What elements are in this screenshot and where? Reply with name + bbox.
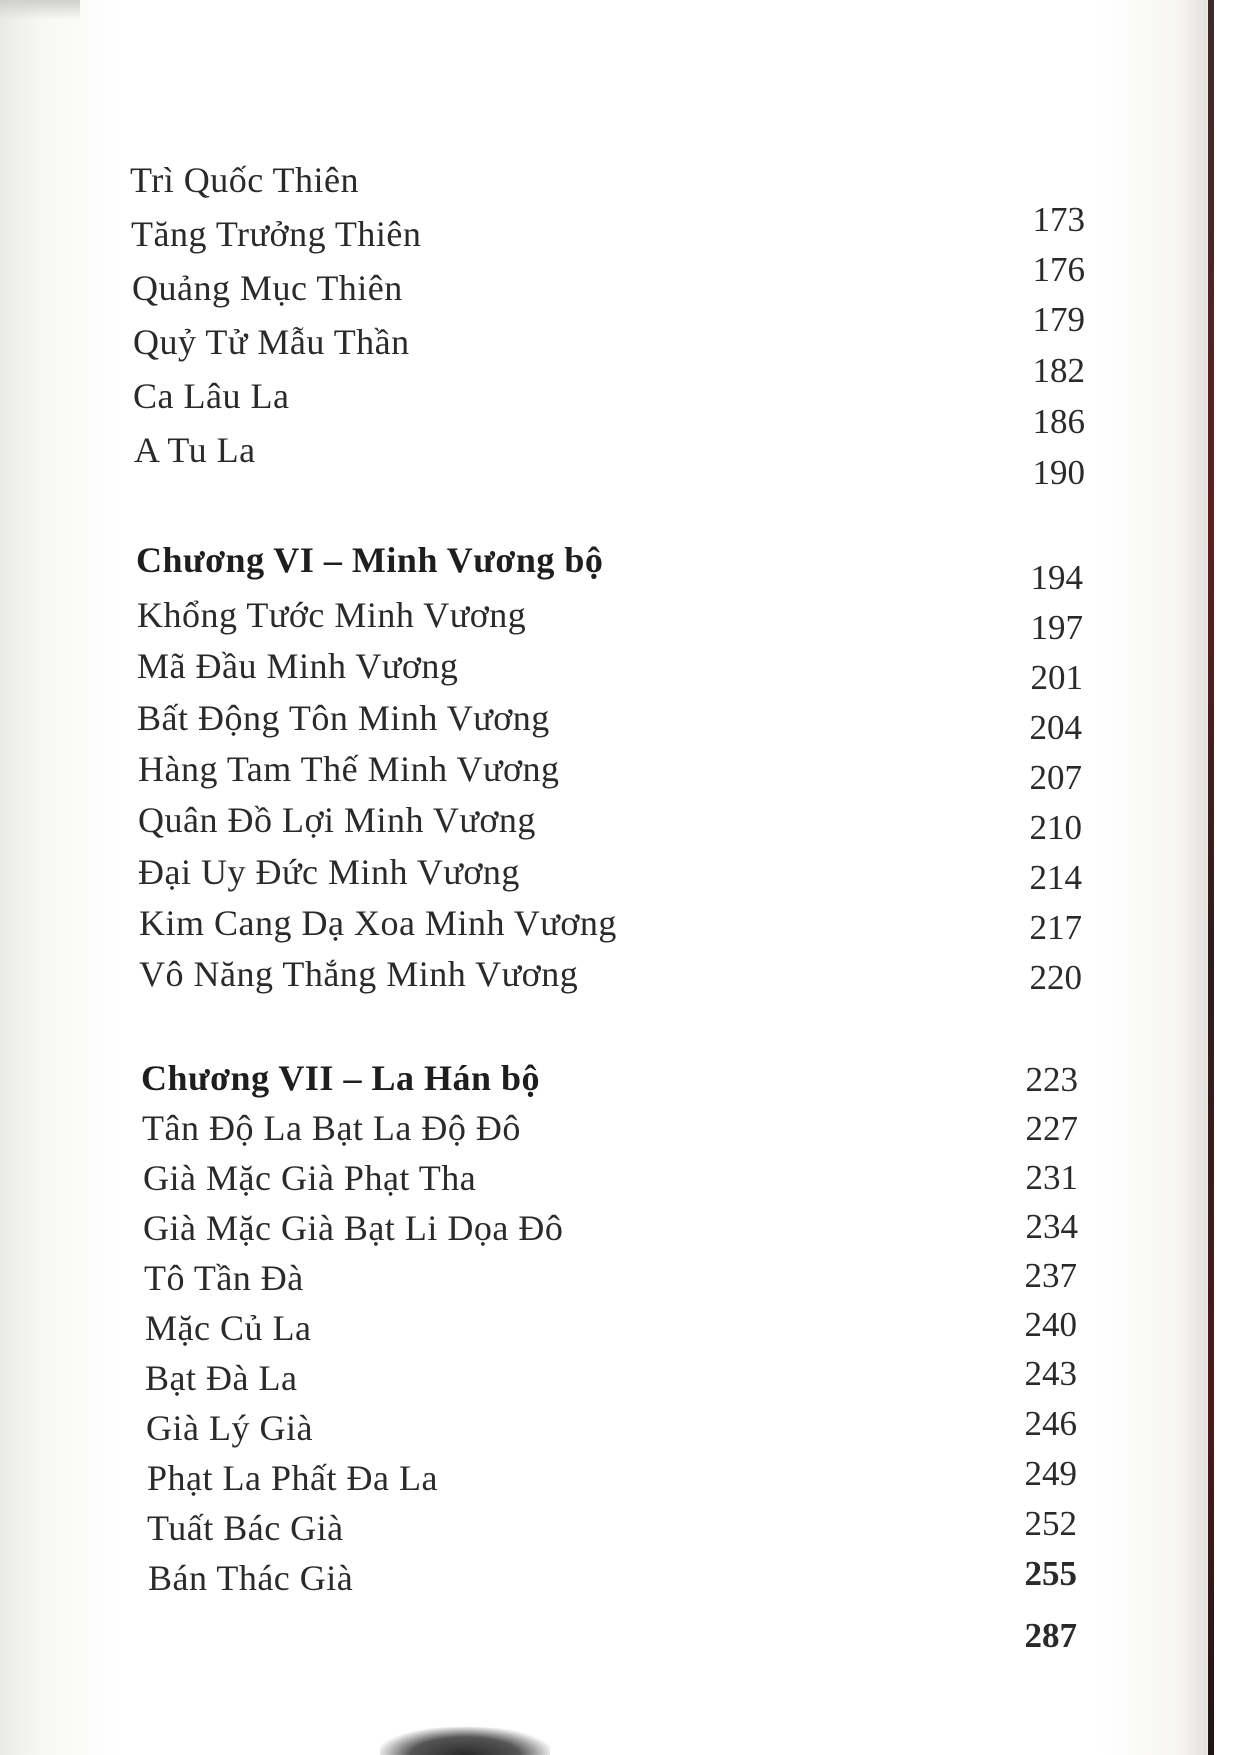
page-corner-shadow [0, 0, 80, 20]
toc-entry: Trì Quốc Thiên [130, 160, 360, 200]
page-number: 217 [1029, 908, 1082, 947]
book-spine-edge [1208, 0, 1214, 1755]
page-number: 207 [1029, 758, 1082, 797]
toc-entry: Bán Thác Già [148, 1558, 354, 1598]
bottom-finger-shadow [380, 1727, 550, 1755]
page-number: 243 [1024, 1354, 1077, 1393]
toc-entry: Kim Cang Dạ Xoa Minh Vương [139, 903, 617, 943]
toc-entry: Bạt Đà La [145, 1358, 298, 1398]
page-margin-right [1214, 0, 1240, 1755]
toc-entry: Quỷ Tử Mẫu Thần [133, 322, 410, 362]
toc-entry: Tăng Trưởng Thiên [131, 214, 422, 254]
toc-entry: Mặc Củ La [145, 1308, 312, 1348]
page-number: 204 [1029, 708, 1082, 747]
page-number: 214 [1029, 858, 1082, 897]
toc-entry: Hàng Tam Thế Minh Vương [138, 749, 560, 789]
page-number: 201 [1030, 658, 1083, 697]
toc-entry: Quảng Mục Thiên [132, 268, 403, 308]
page-number: 227 [1025, 1109, 1078, 1148]
chapter-heading: Chương VI – Minh Vương bộ [136, 540, 604, 580]
page-number: 255 [1024, 1554, 1077, 1593]
toc-entry: Quân Đồ Lợi Minh Vương [138, 800, 536, 840]
page-number: 240 [1024, 1305, 1077, 1344]
page-number: 173 [1032, 200, 1085, 239]
page-number: 194 [1030, 558, 1083, 597]
page-number: 186 [1032, 402, 1085, 441]
page-number: 252 [1024, 1504, 1077, 1543]
toc-entry: Tuất Bác Già [147, 1508, 344, 1548]
toc-entry: Già Mặc Già Phạt Tha [143, 1158, 477, 1198]
toc-entry: Vô Năng Thắng Minh Vương [139, 954, 579, 994]
toc-entry: Già Mặc Già Bạt Li Dọa Đô [143, 1208, 564, 1248]
toc-entry: Tô Tần Đà [144, 1258, 304, 1298]
page-number: 234 [1025, 1207, 1078, 1246]
toc-entry: Bất Động Tôn Minh Vương [137, 698, 550, 738]
page-number: 190 [1032, 453, 1085, 492]
toc-entry: Già Lý Già [146, 1408, 313, 1448]
toc-entry: Mã Đầu Minh Vương [137, 646, 459, 686]
toc-entry: Phạt La Phất Đa La [147, 1458, 438, 1498]
toc-entry: Đại Uy Đức Minh Vương [138, 852, 520, 892]
page-number: 176 [1032, 250, 1085, 289]
page-number: 231 [1025, 1158, 1078, 1197]
page-number: 197 [1030, 608, 1083, 647]
page-number: 182 [1032, 351, 1085, 390]
page-number: 223 [1025, 1060, 1078, 1099]
page-number: 237 [1024, 1256, 1077, 1295]
toc-entry: Khổng Tước Minh Vương [137, 595, 527, 635]
page-number: 210 [1029, 808, 1082, 847]
page-number: 246 [1024, 1404, 1077, 1443]
page-number: 287 [1024, 1616, 1077, 1655]
toc-entry: Tân Độ La Bạt La Độ Đô [142, 1108, 521, 1148]
page-number: 220 [1029, 958, 1082, 997]
chapter-heading: Chương VII – La Hán bộ [141, 1058, 541, 1098]
toc-entry: A Tu La [134, 430, 256, 470]
page-number: 179 [1032, 300, 1085, 339]
page-number: 249 [1024, 1454, 1077, 1493]
toc-entry: Ca Lâu La [133, 376, 290, 416]
